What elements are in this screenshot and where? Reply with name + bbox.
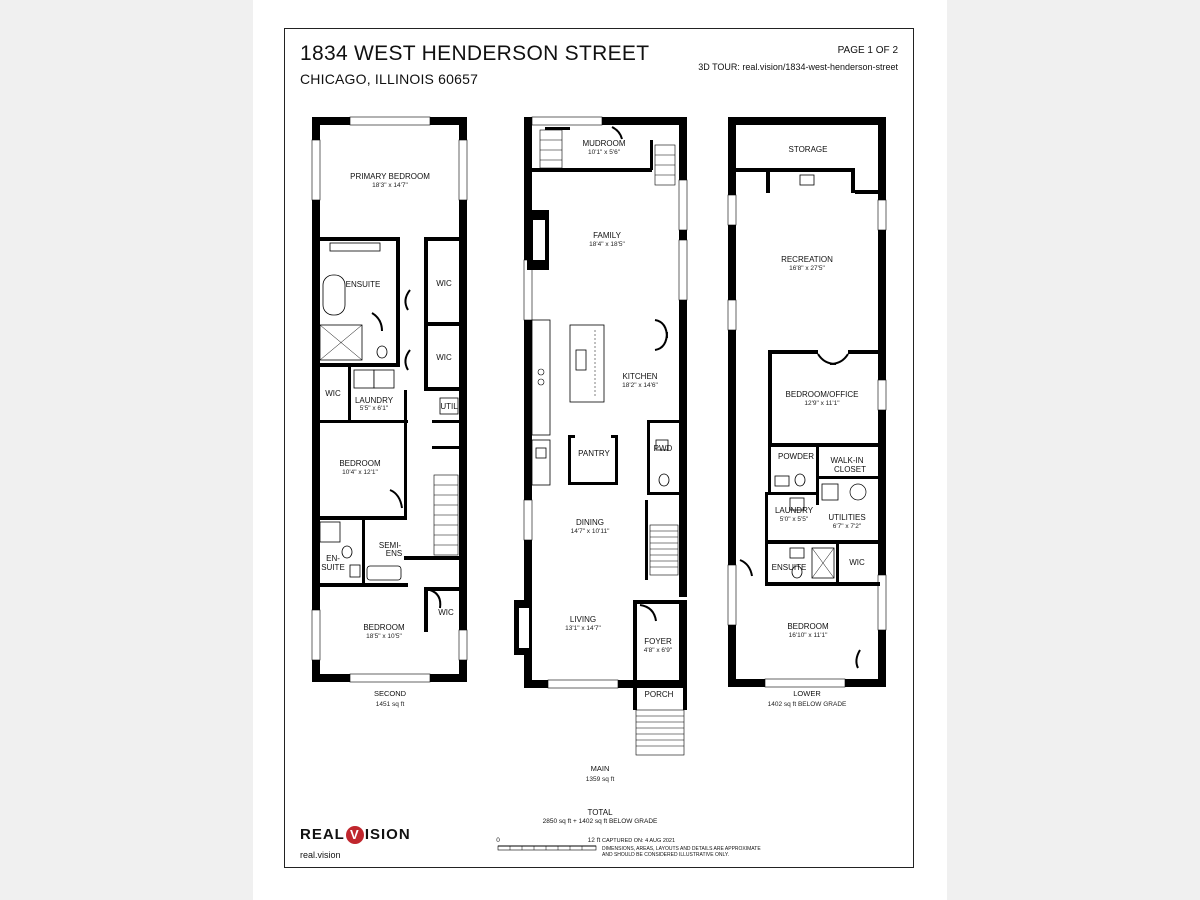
wall	[312, 117, 320, 682]
room-dims: 18'4" x 18'5"	[589, 241, 625, 248]
room-label: ENSUITE	[345, 280, 381, 289]
room-dims: 16'8" x 27'5"	[789, 265, 825, 272]
room-label: LAUNDRY	[354, 396, 394, 405]
floor-name-lower: LOWER	[793, 689, 821, 698]
room-label: SUITE	[321, 563, 345, 572]
room-dims: 12'9" x 11'1"	[804, 400, 840, 407]
room-dims: 13'1" x 14'7"	[565, 625, 601, 632]
room-label: BEDROOM/OFFICE	[785, 390, 859, 399]
room-dims: 10'4" x 12'1"	[342, 469, 378, 476]
room-label: PWD	[653, 444, 673, 453]
floor-area-lower: 1402 sq ft BELOW GRADE	[767, 701, 847, 708]
room-label: BEDROOM	[787, 622, 829, 631]
room-label: POWDER	[778, 452, 814, 461]
room-dims: 18'3" x 14'7"	[372, 182, 408, 189]
room-label: ENS	[385, 549, 403, 558]
room-dims: 5'0" x 5'5"	[779, 516, 809, 523]
logo-part-2: ISION	[364, 826, 411, 843]
room-label: PRIMARY BEDROOM	[350, 172, 430, 181]
room-label: WIC	[849, 558, 865, 567]
floor-name-second: SECOND	[373, 689, 407, 698]
room-label: RECREATION	[781, 255, 833, 264]
logo-v-icon: V	[346, 826, 364, 844]
room-label: WALK-IN	[830, 456, 864, 465]
main-floor-plan	[514, 117, 687, 783]
room-label: WIC	[436, 279, 452, 288]
room-label: CLOSET	[833, 465, 867, 474]
room-dims: 4'8" x 6'9"	[643, 647, 673, 654]
room-dims: 16'10" x 11'1"	[788, 632, 828, 639]
room-label: STORAGE	[788, 145, 828, 154]
room-label: BEDROOM	[339, 459, 381, 468]
room-label: LIVING	[569, 615, 597, 624]
address-line-2: CHICAGO, ILLINOIS 60657	[300, 71, 479, 87]
room-dims: 18'5" x 10'5"	[366, 633, 402, 640]
room-label: UTIL	[440, 402, 458, 411]
room-label: UTILITIES	[828, 513, 866, 522]
room-label: LAUNDRY	[774, 506, 814, 515]
room-label: WIC	[325, 389, 341, 398]
scale-bar	[496, 837, 600, 850]
room-label: FOYER	[644, 637, 672, 646]
wall	[459, 117, 467, 682]
address-line-1: 1834 WEST HENDERSON STREET	[300, 42, 650, 65]
room-label: DINING	[576, 518, 604, 527]
floor-name-main: MAIN	[590, 764, 610, 773]
total-summary: 2850 sq ft + 1402 sq ft BELOW GRADE	[542, 818, 658, 825]
room-label: PANTRY	[578, 449, 610, 458]
room-dims: 18'2" x 14'6"	[622, 382, 658, 389]
room-label: MUDROOM	[582, 139, 626, 148]
floor-area-main: 1359 sq ft	[585, 776, 615, 783]
room-label: WIC	[436, 353, 452, 362]
room-dims: 5'5" x 6'1"	[359, 405, 389, 412]
total-label: TOTAL	[587, 808, 613, 817]
second-floor-plan	[312, 117, 467, 708]
lower-floor-plan	[728, 117, 886, 708]
room-label: WIC	[438, 608, 454, 617]
floor-area-second: 1451 sq ft	[375, 701, 405, 708]
logo-part-1: REAL	[300, 826, 345, 843]
brand-url[interactable]: real.vision	[300, 850, 341, 860]
room-label: ENSUITE	[771, 563, 807, 572]
scale-start: 0	[496, 837, 500, 844]
room-label: SEMI-	[378, 541, 402, 550]
room-label: KITCHEN	[622, 372, 658, 381]
tour-link[interactable]: 3D TOUR: real.vision/1834-west-henderson-street	[698, 62, 898, 72]
room-dims: 6'7" x 7'2"	[832, 523, 862, 530]
realvision-logo	[300, 826, 411, 844]
room-label: EN-	[326, 554, 340, 563]
room-dims: 10'1" x 5'6"	[587, 149, 621, 156]
room-label: PORCH	[644, 690, 674, 699]
room-label: BEDROOM	[363, 623, 405, 632]
room-label: FAMILY	[593, 231, 621, 240]
room-dims: 14'7" x 10'11"	[570, 528, 610, 535]
captured-date: CAPTURED ON: 4 AUG 2021	[602, 838, 676, 844]
scale-end: 12 ft	[587, 837, 601, 844]
disclaimer: DIMENSIONS, AREAS, LAYOUTS AND DETAILS ARE APPROXIMATE AND SHOULD BE CONSIDERED ILLUSTRATIVE ONLY.	[602, 846, 761, 858]
page-number: PAGE 1 OF 2	[837, 45, 898, 56]
